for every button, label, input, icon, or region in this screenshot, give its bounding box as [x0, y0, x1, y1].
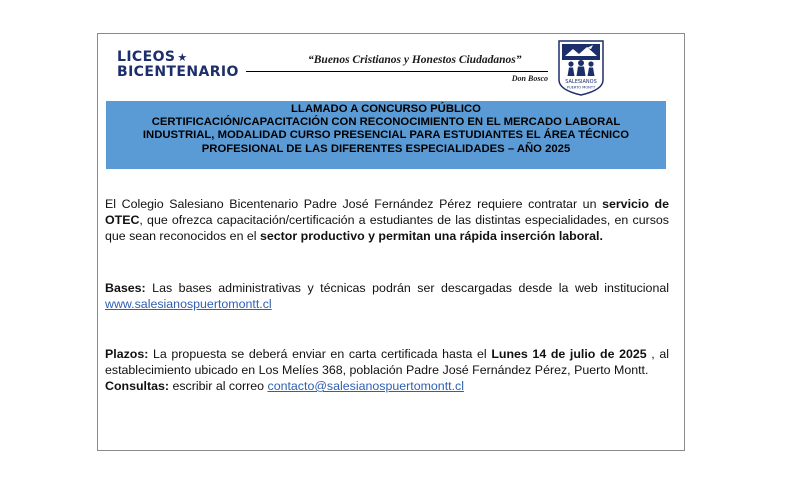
title-banner	[106, 101, 666, 169]
liceos-bicentenario-logo	[117, 50, 239, 80]
salesianos-crest-logo	[557, 40, 605, 96]
motto: “Buenos Cristianos y Honestos Ciudadanos”	[308, 54, 522, 66]
consultas-label: Consultas:	[105, 379, 170, 393]
motto-divider	[246, 71, 548, 72]
motto-author: Don Bosco	[511, 74, 548, 83]
logo-line1: LICEOS	[117, 49, 176, 65]
plazos-label: Plazos:	[105, 347, 149, 361]
banner-line1: LLAMADO A CONCURSO PÚBLICO	[291, 103, 481, 115]
website-link[interactable]: www.salesianospuertomontt.cl	[105, 297, 272, 311]
banner-line3: INDUSTRIAL, MODALIDAD CURSO PRESENCIAL PARA ESTUDIANTES EL ÁREA TÉCNICO	[142, 129, 630, 142]
intro-paragraph	[105, 196, 669, 244]
banner-line4: PROFESIONAL DE LAS DIFERENTES ESPECIALIDADES – AÑO 2025	[201, 142, 571, 155]
intro-bold-1: servicio de OTEC	[105, 197, 669, 227]
intro-text-1: El Colegio Salesiano Bicentenario Padre José Fernández Pérez requiere contratar un	[105, 197, 603, 211]
email-link[interactable]: contacto@salesianospuertomontt.cl	[267, 379, 464, 393]
banner-line2: CERTIFICACIÓN/CAPACITACIÓN CON RECONOCIMIENTO EN EL MERCADO LABORAL	[151, 116, 621, 129]
logo-line2: BICENTENARIO	[117, 64, 239, 80]
plazos-paragraph	[105, 346, 669, 394]
consultas-text: escribir al correo	[169, 379, 268, 393]
star-icon: ★	[177, 51, 188, 64]
crest-text-line2: PUERTO MONTT	[566, 85, 596, 90]
crest-text-line1: SALESIANOS	[565, 79, 597, 85]
plazos-text-2: , al establecimiento ubicado en Los Melíes 368, población Padre José Fernández Pérez, Puerto Montt.	[105, 347, 669, 377]
plazos-text-1: La propuesta se deberá enviar en carta certificada hasta el	[148, 347, 492, 361]
bases-text: Las bases administrativas y técnicas podrán ser descargadas desde la web institucional	[145, 281, 669, 295]
intro-bold-2: sector productivo y permitan una rápida inserción laboral.	[260, 229, 603, 243]
bases-label: Bases:	[105, 281, 146, 295]
plazos-date: Lunes 14 de julio de 2025	[491, 347, 647, 361]
intro-text-2: , que ofrezca capacitación/certificación a estudiantes de las distintas especialidades, en cursos que sean reconocidos en el	[105, 213, 669, 243]
bases-paragraph	[105, 280, 669, 312]
